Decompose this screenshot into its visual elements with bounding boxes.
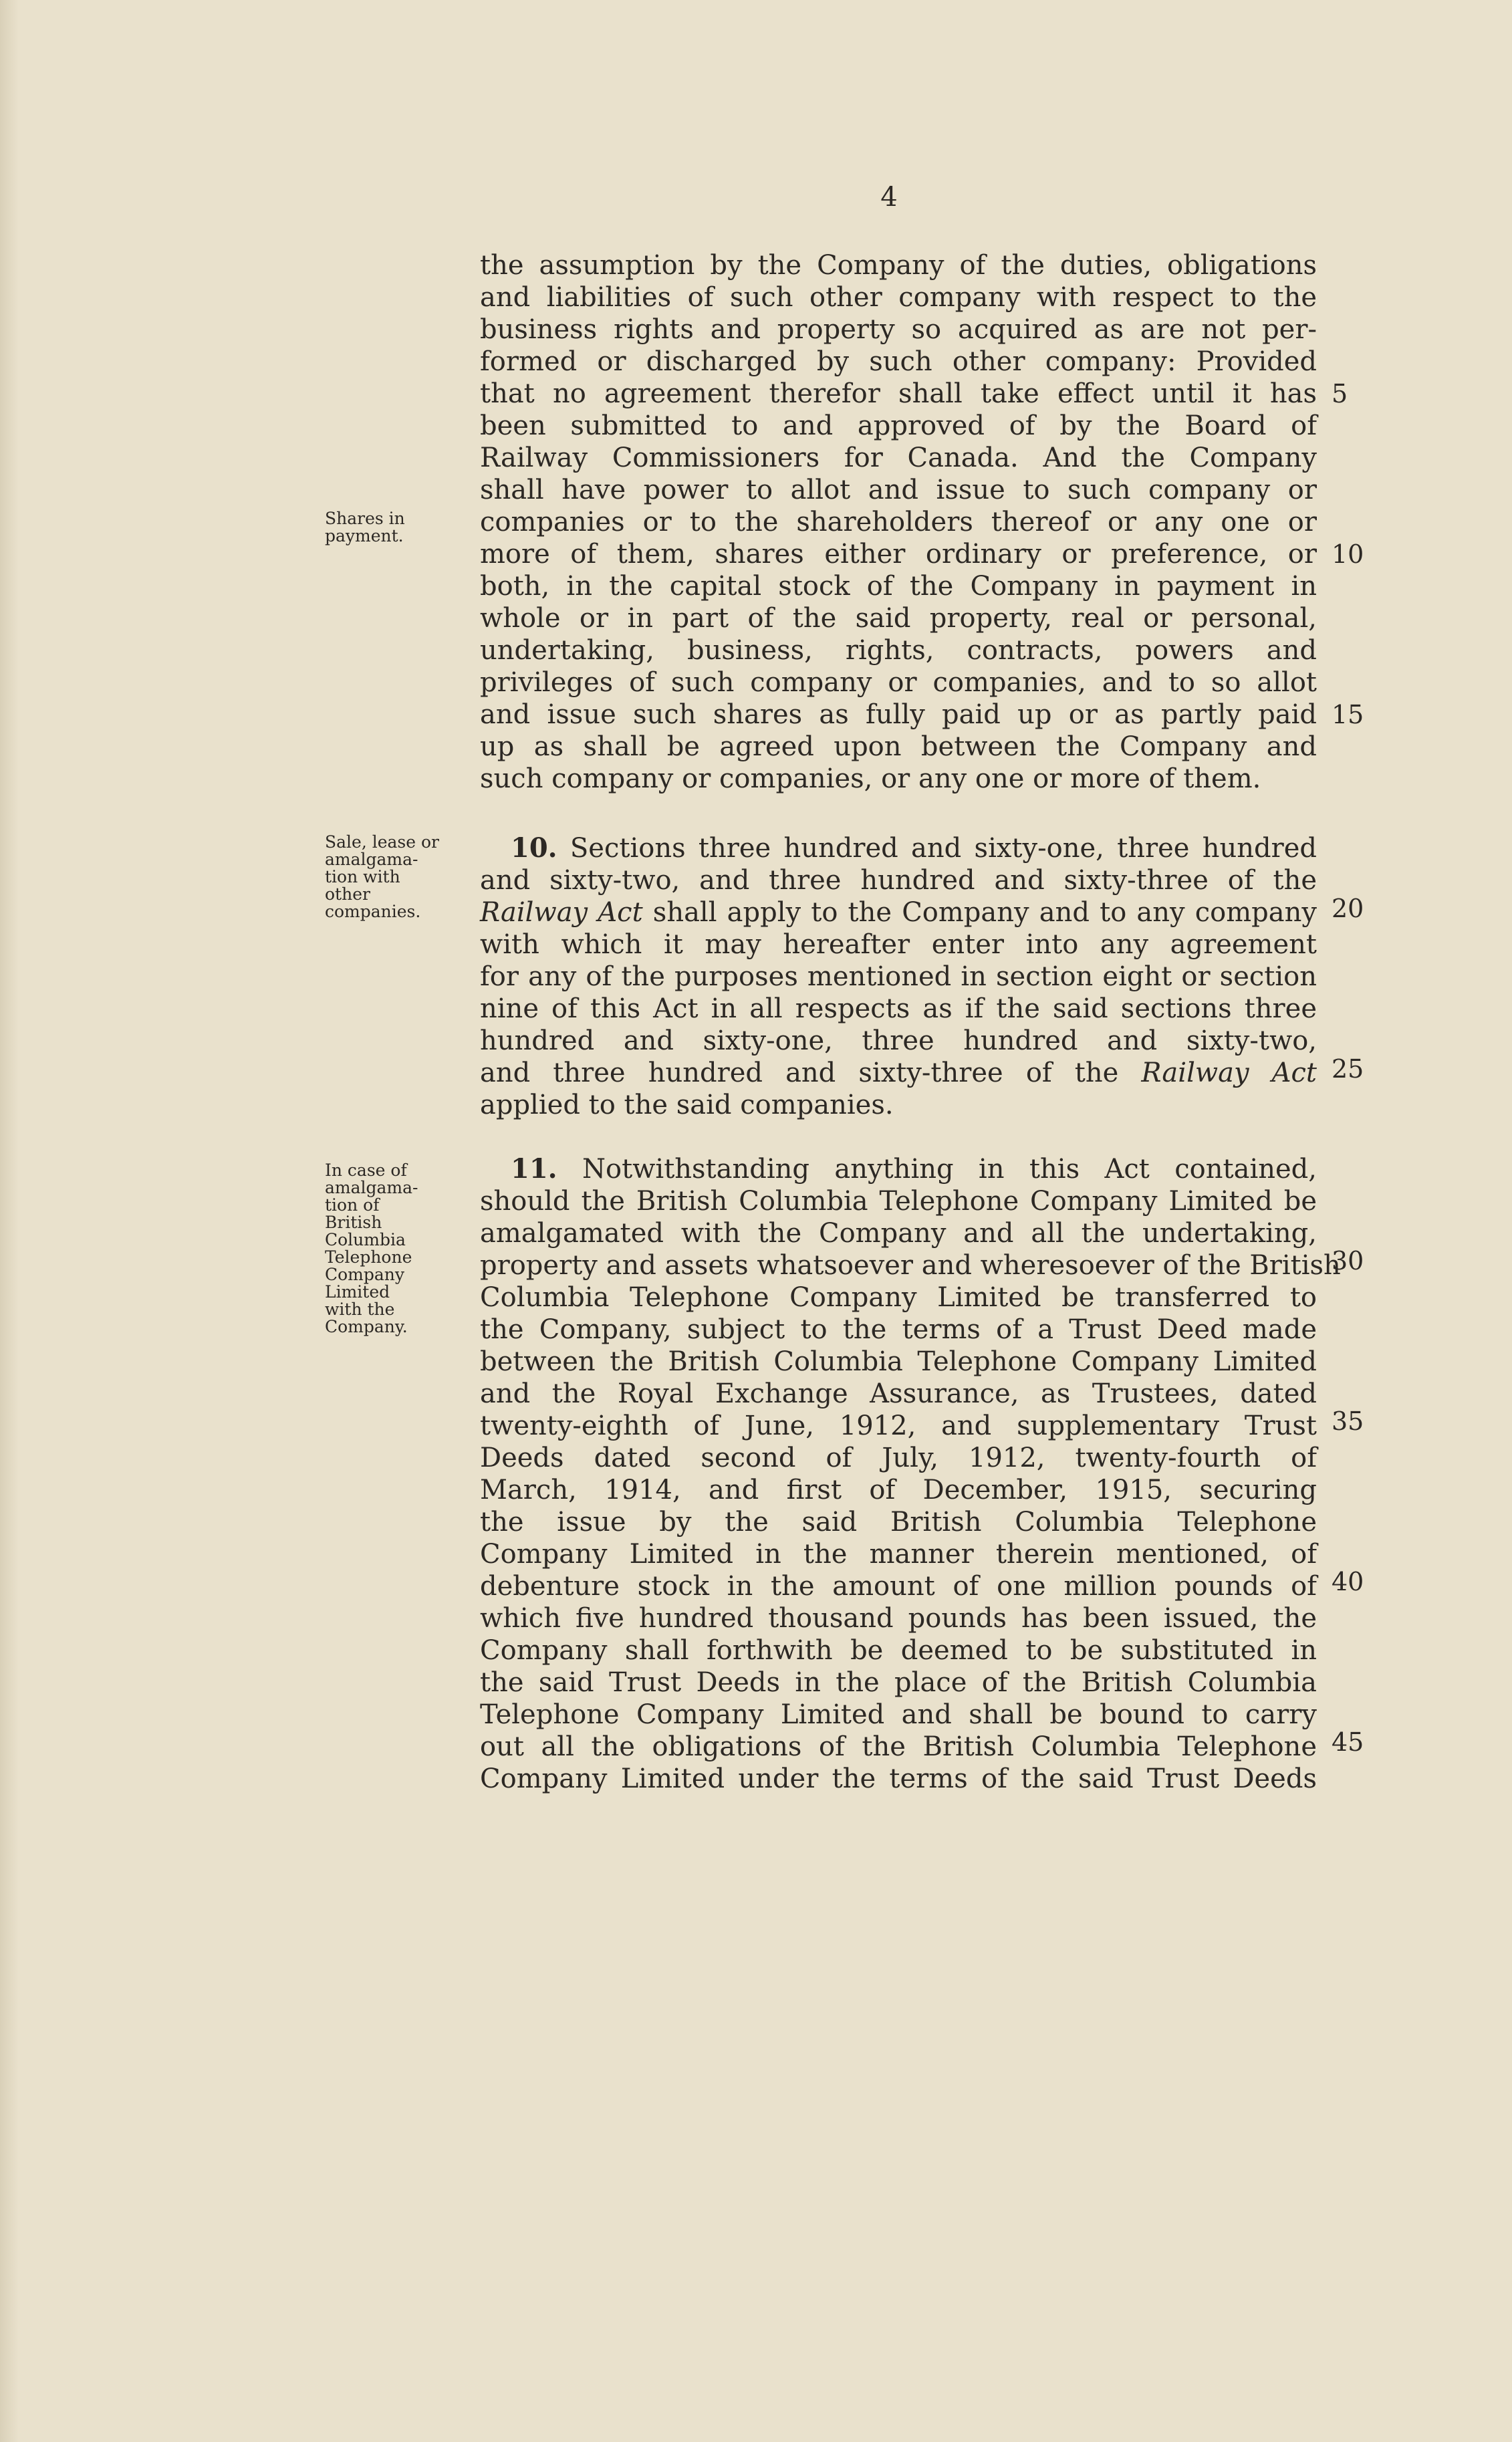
text-line: should the British Columbia Telephone Company Limited be: [480, 1186, 1317, 1217]
line-number: 5: [1332, 379, 1348, 408]
text-line: business rights and property so acquired as are not per-: [480, 314, 1317, 345]
text-line: amalgamated with the Company and all the undertaking,: [480, 1218, 1317, 1249]
section-10: [480, 832, 1317, 1121]
line-number: 35: [1332, 1407, 1364, 1436]
text-line: the Company, subject to the terms of a Trust Deed made: [480, 1314, 1317, 1345]
text-line: Columbia Telephone Company Limited be transferred to: [480, 1282, 1317, 1313]
act-title-italic: Railway Act: [480, 897, 643, 928]
section-number: 10.: [511, 832, 557, 864]
margin-note-british-columbia-telephone: In case of amalgama- tion of British Columbia Telephone Company Limited with the Company.: [325, 1161, 418, 1336]
text-line: Company Limited in the manner therein mentioned, of: [480, 1539, 1317, 1570]
text-line: nine of this Act in all respects as if the said sections three: [480, 993, 1317, 1024]
text-line: with which it may hereafter enter into any agreement: [480, 929, 1317, 960]
text-line: and sixty-two, and three hundred and sixty-three of the: [480, 865, 1317, 896]
text-line: which five hundred thousand pounds has been issued, the: [480, 1603, 1317, 1634]
text-line: privileges of such company or companies, and to so allot: [480, 667, 1317, 698]
text-line: whole or in part of the said property, real or personal,: [480, 603, 1317, 634]
paragraph-continuation: [480, 249, 1317, 795]
text-line: undertaking, business, rights, contracts, powers and: [480, 635, 1317, 666]
text-line: the said Trust Deeds in the place of the British Columbia: [480, 1667, 1317, 1698]
text-line: 10. Sections three hundred and sixty-one, three hundred: [511, 832, 1317, 864]
act-title-italic: Railway Act: [1141, 1058, 1317, 1088]
line-number: 40: [1332, 1567, 1364, 1596]
line-number: 15: [1332, 700, 1364, 729]
margin-note-sale-lease-amalgamation: Sale, lease or amalgama- tion with other companies.: [325, 832, 439, 921]
section-number: 11.: [511, 1153, 557, 1185]
page-edge-shadow: [0, 0, 19, 2442]
text-line: the assumption by the Company of the duties, obligations: [480, 250, 1317, 281]
text-line: both, in the capital stock of the Company in payment in: [480, 571, 1317, 602]
text-line: up as shall be agreed upon between the Company and: [480, 731, 1317, 762]
text-line: out all the obligations of the British Columbia Telephone: [480, 1731, 1317, 1762]
text-line: shall have power to allot and issue to such company or: [480, 475, 1317, 505]
line-number: 10: [1332, 539, 1364, 569]
text-line: hundred and sixty-one, three hundred and sixty-two,: [480, 1025, 1317, 1056]
text-line: and three hundred and sixty-three of the Railway Act: [480, 1058, 1317, 1088]
text-line: formed or discharged by such other company: Provided: [480, 346, 1317, 377]
margin-note-shares-in-payment: Shares in payment.: [325, 509, 405, 545]
text-line: Telephone Company Limited and shall be bound to carry: [480, 1699, 1317, 1730]
text-line: the issue by the said British Columbia Telephone: [480, 1507, 1317, 1538]
text-line: debenture stock in the amount of one million pounds of: [480, 1571, 1317, 1602]
text-line: such company or companies, or any one or more of them.: [480, 763, 1261, 794]
line-number: 20: [1332, 894, 1364, 923]
text-line: applied to the said companies.: [480, 1090, 894, 1120]
text-line: Company shall forthwith be deemed to be substituted in: [480, 1635, 1317, 1666]
line-number: 45: [1332, 1727, 1364, 1757]
text-line: property and assets whatsoever and wheresoever of the British: [480, 1250, 1341, 1281]
text-line: and the Royal Exchange Assurance, as Trustees, dated: [480, 1378, 1317, 1409]
text-line: Railway Act shall apply to the Company and to any company: [480, 897, 1317, 928]
text-line: companies or to the shareholders thereof or any one or: [480, 507, 1317, 537]
text-line: March, 1914, and first of December, 1915, securing: [480, 1475, 1317, 1505]
text-line: more of them, shares either ordinary or preference, or: [480, 539, 1317, 570]
text-line: between the British Columbia Telephone Company Limited: [480, 1346, 1317, 1377]
text-line: been submitted to and approved of by the Board of: [480, 410, 1317, 441]
text-line: that no agreement therefor shall take effect until it has: [480, 378, 1317, 409]
text-line: twenty-eighth of June, 1912, and supplementary Trust: [480, 1411, 1317, 1441]
text-line: Deeds dated second of July, 1912, twenty-fourth of: [480, 1443, 1317, 1473]
text-line: Company Limited under the terms of the said Trust Deeds: [480, 1763, 1317, 1794]
section-11: [480, 1153, 1341, 1795]
line-number: 25: [1332, 1054, 1364, 1084]
page-number: 4: [880, 182, 898, 213]
text-line: Railway Commissioners for Canada. And the Company: [480, 443, 1317, 473]
text-line: 11. Notwithstanding anything in this Act contained,: [511, 1153, 1317, 1185]
line-number: 30: [1332, 1246, 1364, 1275]
text-line: and issue such shares as fully paid up or as partly paid: [480, 699, 1317, 730]
text-line: for any of the purposes mentioned in section eight or section: [480, 961, 1317, 992]
text-line: and liabilities of such other company with respect to the: [480, 282, 1317, 313]
